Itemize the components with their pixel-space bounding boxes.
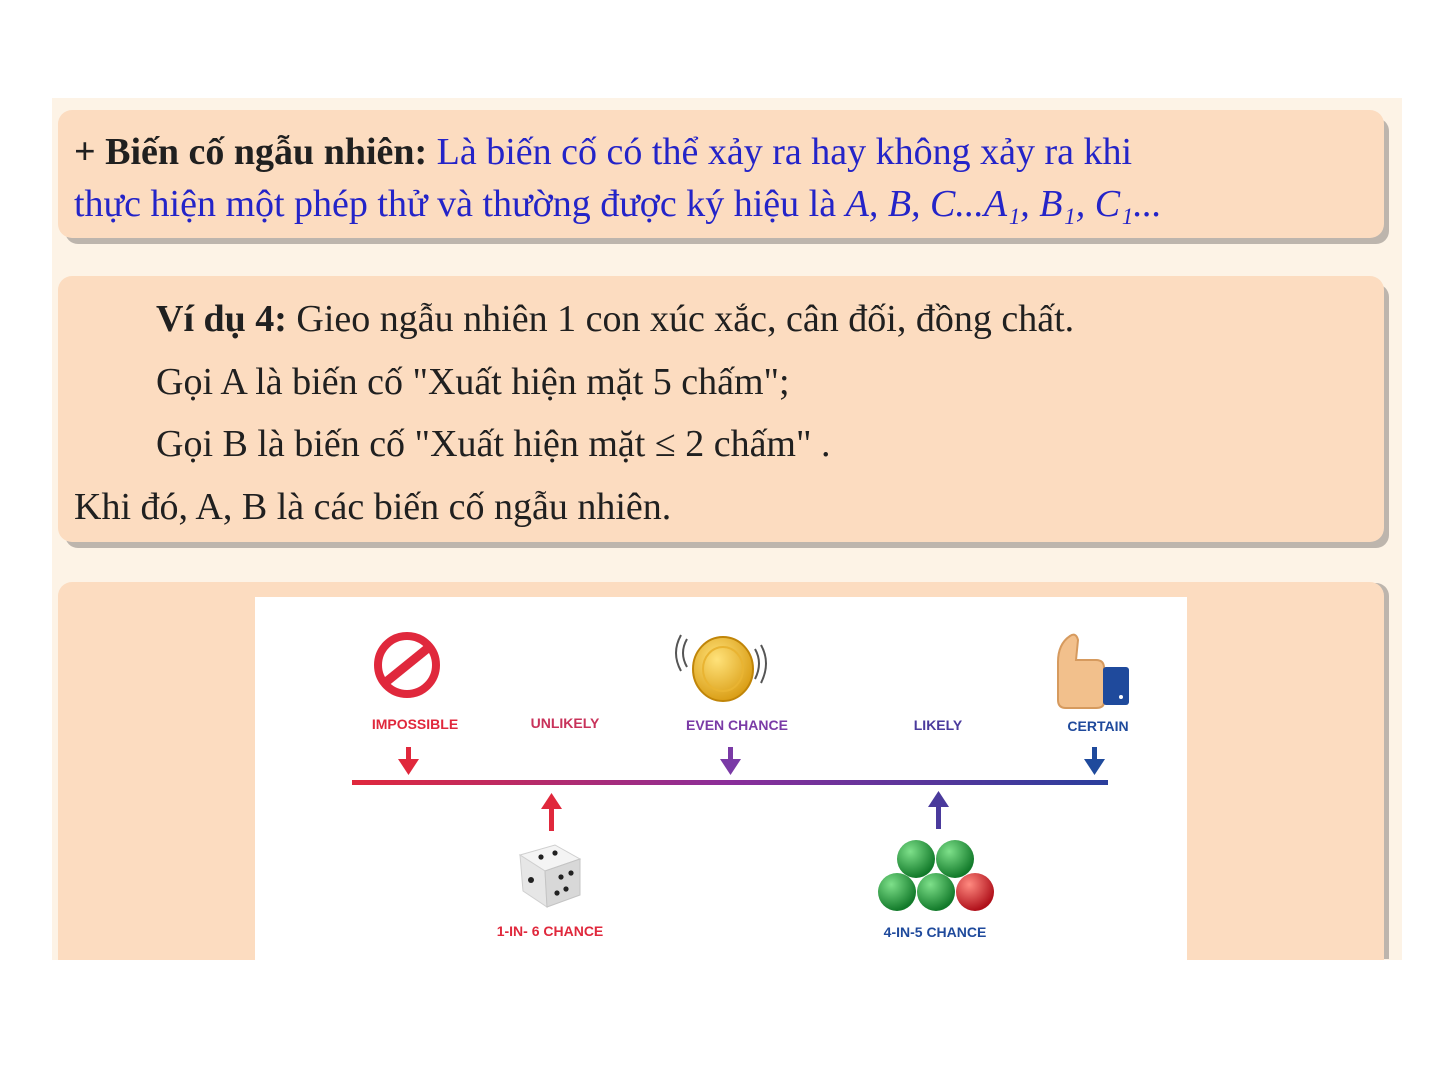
label-certain: CERTAIN bbox=[1067, 718, 1129, 734]
no-entry-icon bbox=[378, 636, 436, 694]
definition-text-2: thực hiện một phép thử và thường được ký hiệu là bbox=[74, 183, 846, 225]
definition-symbols: A, B, C...A₁, B₁, C₁... bbox=[845, 183, 1162, 225]
label-unlikely: UNLIKELY bbox=[530, 715, 600, 731]
example-line-3: Gọi B là biến cố "Xuất hiện mặt ≤ 2 chấm" . bbox=[156, 423, 831, 465]
definition-term: + Biến cố ngẫu nhiên: bbox=[74, 131, 428, 173]
label-one-in-six: 1-IN- 6 CHANCE bbox=[496, 923, 604, 939]
example-text-1: Gieo ngẫu nhiên 1 con xúc xắc, cân đối, đồng chất. bbox=[286, 298, 1075, 340]
arrow-even bbox=[720, 747, 741, 775]
thumbs-up-icon bbox=[1058, 635, 1129, 708]
label-likely: LIKELY bbox=[913, 717, 963, 733]
arrow-unlikely bbox=[541, 793, 562, 831]
definition-line-2 bbox=[74, 182, 1162, 226]
arrow-likely bbox=[928, 791, 949, 829]
label-even-chance: EVEN CHANCE bbox=[686, 717, 788, 733]
probability-line bbox=[352, 780, 1108, 785]
definition-line-1 bbox=[74, 130, 1132, 174]
dice-icon bbox=[520, 845, 580, 907]
definition-text-1: Là biến cố có thể xảy ra hay không xảy ra khi bbox=[427, 131, 1133, 173]
example-line-2: Gọi A là biến cố "Xuất hiện mặt 5 chấm"; bbox=[156, 361, 790, 403]
example-conclusion: Khi đó, A, B là các biến cố ngẫu nhiên. bbox=[74, 486, 672, 528]
example-line-1 bbox=[156, 297, 1074, 341]
balls-icon bbox=[878, 840, 994, 911]
probability-scale-figure bbox=[255, 597, 1187, 960]
coin-icon bbox=[676, 635, 766, 701]
label-impossible: IMPOSSIBLE bbox=[371, 716, 459, 732]
arrow-impossible bbox=[398, 747, 419, 775]
example-label: Ví dụ 4: bbox=[156, 298, 287, 340]
label-four-in-five: 4-IN-5 CHANCE bbox=[883, 924, 987, 940]
arrow-certain bbox=[1084, 747, 1105, 775]
